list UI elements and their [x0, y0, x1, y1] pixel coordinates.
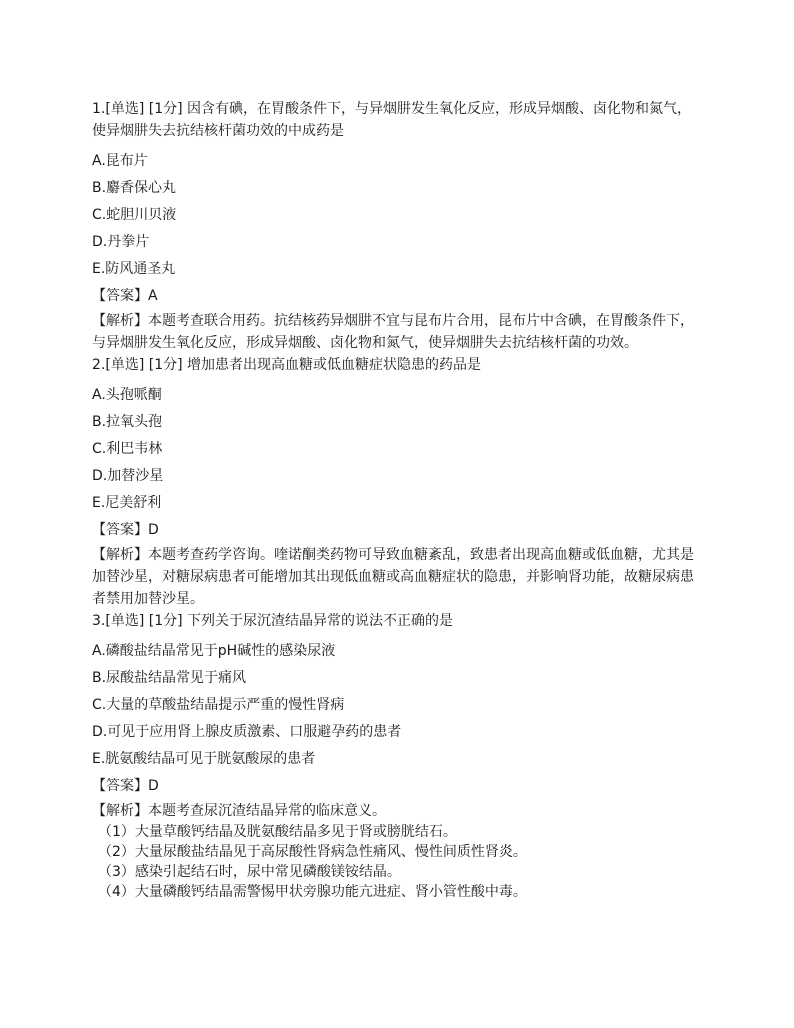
- analysis-tag: 【解析】: [92, 803, 148, 819]
- answer-tag: 【答案】: [92, 522, 148, 538]
- answer-line: [92, 517, 704, 544]
- option-e: E.尼美舒利: [92, 495, 162, 511]
- option-a: A.头孢哌酮: [92, 387, 162, 403]
- question-stem: 1.[单选] [1分] 因含有碘，在胃酸条件下，与异烟肼发生氧化反应，形成异烟酸、卤化物和氮气，使异烟肼失去抗结核杆菌功效的中成药是: [92, 101, 692, 139]
- answer-line: [92, 283, 704, 310]
- analysis-item: （3）感染引起结石时，尿中常见磷酸镁铵结晶。: [98, 864, 401, 880]
- analysis-item: （2）大量尿酸盐结晶见于高尿酸性肾病急性痛风、慢性间质性肾炎。: [98, 844, 527, 860]
- option-b: B.尿酸盐结晶常见于痛风: [92, 670, 247, 686]
- analysis-item: （1）大量草酸钙结晶及胱氨酸结晶多见于肾或膀胱结石。: [98, 824, 457, 840]
- analysis-text: 本题考查联合用药。抗结核药异烟肼不宜与昆布片合用，昆布片中含碘，在胃酸条件下，与异烟肼发生氧化反应，形成异烟酸、卤化物和氮气，使异烟肼失去抗结核杆菌的功效。: [92, 313, 694, 351]
- question-list: [92, 98, 704, 902]
- question-stem: 3.[单选] [1分] 下列关于尿沉渣结晶异常的说法不正确的是: [92, 613, 454, 629]
- option-c: C.大量的草酸盐结晶提示严重的慢性肾病: [92, 697, 345, 713]
- question-stem: 2.[单选] [1分] 增加患者出现高血糖或低血糖症状隐患的药品是: [92, 357, 482, 373]
- answer-tag: 【答案】: [92, 778, 148, 794]
- analysis-tag: 【解析】: [92, 547, 148, 563]
- analysis-item: （4）大量磷酸钙结晶需警惕甲状旁腺功能亢进症、肾小管性酸中毒。: [98, 884, 527, 900]
- option-a: A.磷酸盐结晶常见于pH碱性的感染尿液: [92, 643, 336, 659]
- option-b: B.麝香保心丸: [92, 180, 177, 196]
- analysis-line: [92, 544, 704, 610]
- option-d: D.可见于应用肾上腺皮质激素、口服避孕药的患者: [92, 724, 402, 740]
- analysis-text: 本题考查药学咨询。喹诺酮类药物可导致血糖紊乱，致患者出现高血糖或低血糖，尤其是加替沙星，对糖尿病患者可能增加其出现低血糖或高血糖症状的隐患，并影响肾功能，故糖尿病患者禁用加替沙星。: [92, 547, 694, 607]
- analysis-tag: 【解析】: [92, 313, 148, 329]
- answer-value: D: [148, 778, 159, 794]
- option-e: E.防风通圣丸: [92, 261, 176, 277]
- option-e: E.胱氨酸结晶可见于胱氨酸尿的患者: [92, 751, 316, 767]
- option-d: D.加替沙星: [92, 468, 164, 484]
- analysis-line: [92, 800, 704, 822]
- analysis-text: 本题考查尿沉渣结晶异常的临床意义。: [148, 803, 386, 819]
- answer-tag: 【答案】: [92, 288, 148, 304]
- answer-line: [92, 773, 704, 800]
- analysis-line: [92, 310, 704, 354]
- option-c: C.利巴韦林: [92, 441, 163, 457]
- option-a: A.昆布片: [92, 153, 148, 169]
- option-c: C.蛇胆川贝液: [92, 207, 177, 223]
- option-b: B.拉氧头孢: [92, 414, 163, 430]
- answer-value: A: [148, 288, 158, 304]
- answer-value: D: [148, 522, 159, 538]
- option-d: D.丹拳片: [92, 234, 150, 250]
